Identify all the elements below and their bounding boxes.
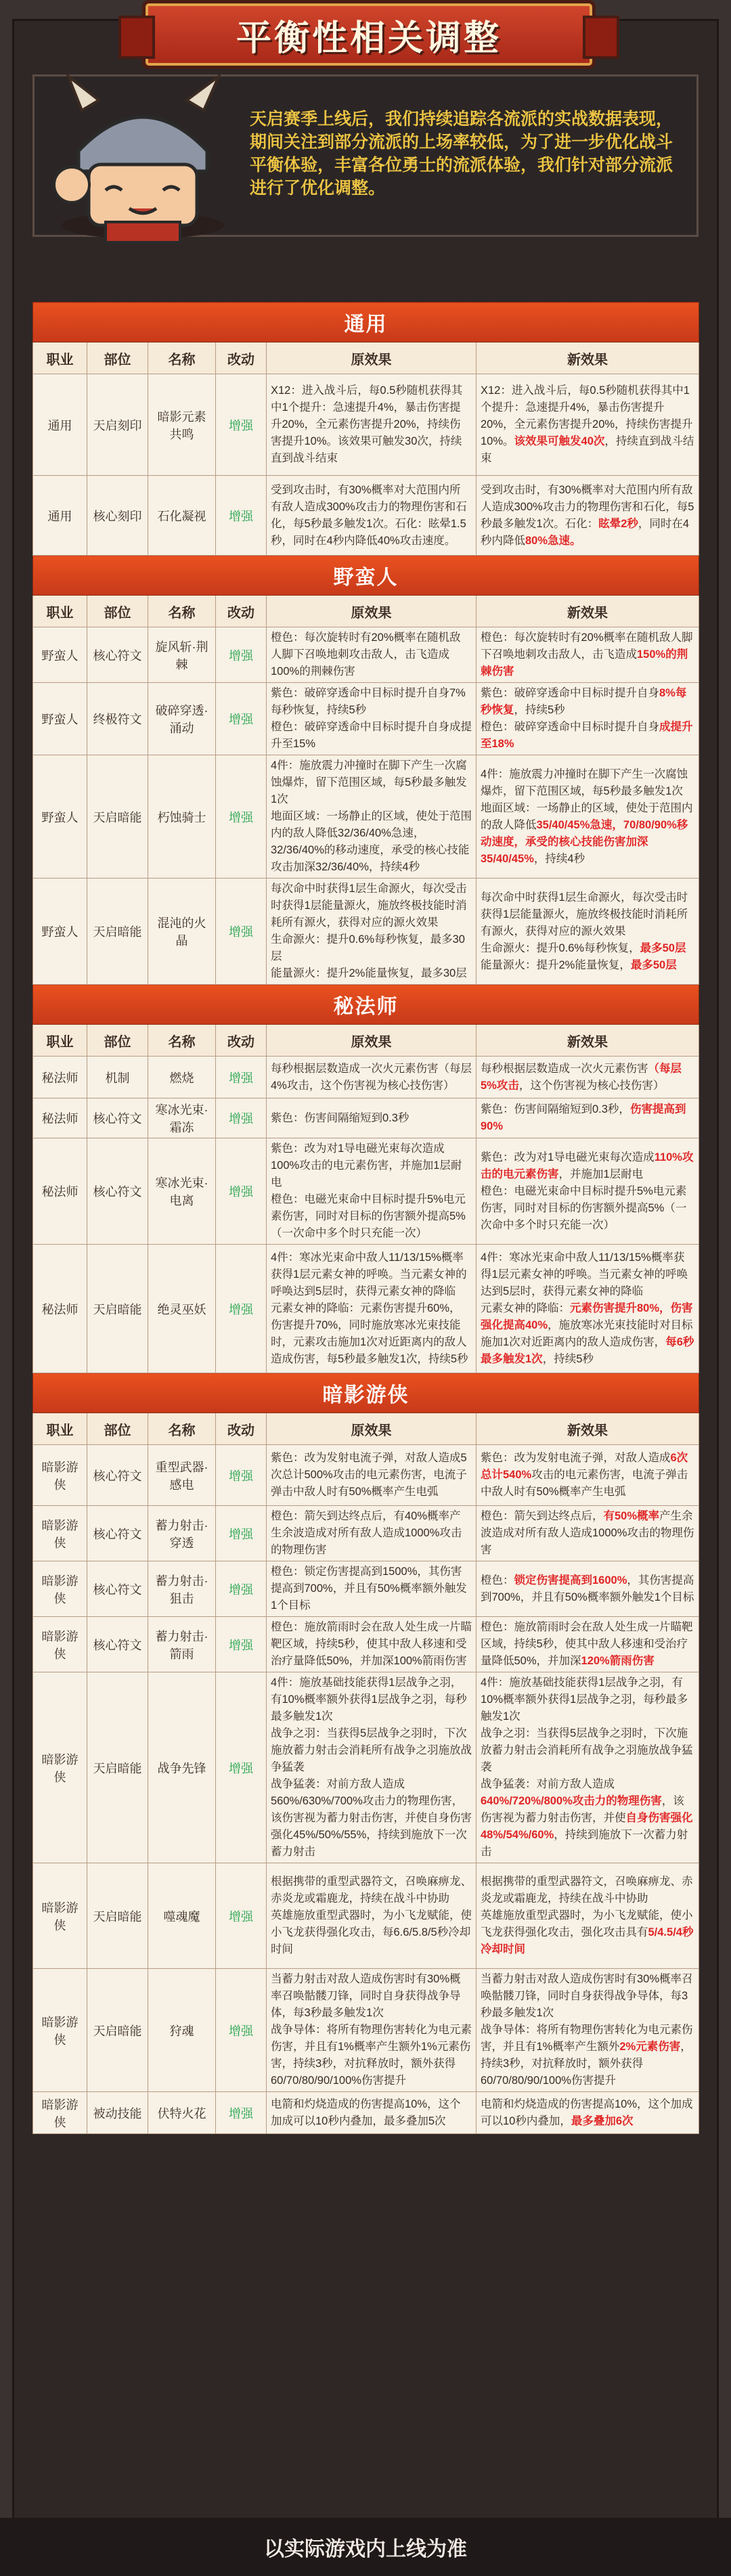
cell-name: 混沌的火晶 — [148, 879, 216, 985]
cell-old-effect — [267, 374, 477, 476]
column-header-part: 部位 — [87, 1413, 148, 1445]
effect-text: 电箭和灼烧造成的伤害提高10%，这个加成可以10秒内叠加，最多叠加5次 — [271, 2097, 461, 2127]
new-effect-highlight: 每6秒最多触发1次 — [481, 1336, 694, 1365]
cell-old-effect — [267, 1138, 477, 1245]
cell-change: 增强 — [216, 683, 267, 755]
cell-new-effect — [477, 1445, 699, 1506]
new-effect-highlight: 该效果可触发40次 — [514, 435, 605, 447]
column-header-row — [33, 342, 699, 374]
effect-text: 橙色：箭矢到达终点后，有40%概率产生余波造成对所有敌人造成1000%攻击的物理伤害 — [271, 1510, 462, 1556]
cell-old-effect — [267, 683, 477, 755]
column-header-job: 职业 — [33, 1025, 87, 1057]
cell-change: 增强 — [216, 1506, 267, 1561]
effect-text: 根据携带的重型武器符文，召唤麻痹龙、赤炎龙或霜鹿龙，持续在战斗中协助 英雄施放重型武器时，为小飞龙赋能，使小飞龙获得强化攻击，强化攻击具有 — [481, 1875, 693, 1938]
cell-job: 暗影游侠 — [33, 2092, 87, 2134]
cell-part: 核心符文 — [87, 1617, 148, 1672]
table-row — [33, 879, 699, 985]
cell-job: 野蛮人 — [33, 627, 87, 683]
new-effect-highlight: 120%箭雨伤害 — [581, 1655, 655, 1667]
new-effect-highlight: 6次总计540% — [481, 1452, 688, 1481]
cell-new-effect — [477, 1617, 699, 1672]
cell-change: 增强 — [216, 1969, 267, 2092]
effect-text: 橙色： — [481, 1574, 514, 1586]
cell-new-effect — [477, 1506, 699, 1561]
cell-part: 天启暗能 — [87, 879, 148, 985]
cell-new-effect — [477, 374, 699, 476]
cell-old-effect — [267, 1445, 477, 1506]
table-row — [33, 1098, 699, 1138]
column-header-new: 新效果 — [477, 596, 699, 627]
effect-text: 4件：施放基础技能获得1层战争之羽，有10%概率额外获得1层战争之羽，每秒最多触发1次 战争之羽：当获得5层战争之羽时，下次施放蓄力射击会消耗所有战争之羽施放战争猛袭 战争猛袭：对前方敌人造成 — [481, 1676, 693, 1790]
cell-old-effect — [267, 627, 477, 683]
cell-name: 重型武器·感电 — [148, 1445, 216, 1506]
effect-text: ，这个伤害视为核心技伤害） — [518, 1079, 665, 1092]
column-header-new: 新效果 — [477, 342, 699, 374]
effect-text: ，持续到施放下一次蓄力射击 — [481, 1829, 688, 1858]
cell-job: 暗影游侠 — [33, 1672, 87, 1863]
page-title: 平衡性相关调整 — [236, 18, 502, 58]
new-effect-highlight: 自身伤害强化48%/54%/60% — [481, 1812, 693, 1841]
cell-change: 增强 — [216, 1445, 267, 1506]
cell-old-effect — [267, 1561, 477, 1617]
cell-change: 增强 — [216, 1561, 267, 1617]
table-row — [33, 476, 699, 556]
new-effect-highlight: 35/40/45%急速，70/80/90%移动速度，承受的核心技能伤害加深35/40/45% — [481, 818, 688, 865]
title-banner — [142, 0, 596, 69]
column-header-job: 职业 — [33, 342, 87, 374]
cell-part: 机制 — [87, 1057, 148, 1098]
cell-new-effect — [477, 683, 699, 755]
cell-job: 暗影游侠 — [33, 1561, 87, 1617]
cell-name: 噬魂魔 — [148, 1863, 216, 1969]
effect-text: ，同时在4秒内降低 — [481, 517, 690, 547]
column-header-row — [33, 596, 699, 627]
new-effect-highlight: （每层5%攻击 — [481, 1062, 682, 1092]
table-row — [33, 1138, 699, 1245]
effect-text: 橙色：箭矢到达终点后， — [481, 1510, 604, 1522]
cell-part: 终极符文 — [87, 683, 148, 755]
effect-text: 紫色：改为发射电流子弹，对敌人造成5次总计500%攻击的电元素伤害，电流子弹击中敌人时有50%概率产生电弧 — [271, 1452, 467, 1498]
column-header-name: 名称 — [148, 342, 216, 374]
cell-new-effect — [477, 1138, 699, 1245]
column-header-job: 职业 — [33, 596, 87, 627]
cell-change: 增强 — [216, 879, 267, 985]
new-effect-highlight: 伤害提高到90% — [481, 1103, 686, 1132]
cell-job: 暗影游侠 — [33, 1506, 87, 1561]
table-row — [33, 1617, 699, 1672]
cell-name: 蓄力射击·穿透 — [148, 1506, 216, 1561]
section-header — [33, 303, 699, 342]
cell-change: 增强 — [216, 1863, 267, 1969]
column-header-row — [33, 1413, 699, 1445]
cell-job: 野蛮人 — [33, 683, 87, 755]
effect-text: ，持续3秒，对抗释放时，额外获得60/70/80/90/100%伤害提升 — [481, 2041, 692, 2087]
cell-change: 增强 — [216, 2092, 267, 2134]
cell-name: 旋风斩·荆棘 — [148, 627, 216, 683]
cell-change: 增强 — [216, 1245, 267, 1373]
effect-text: 紫色：伤害间隔缩短到0.3秒 — [271, 1111, 409, 1124]
cell-old-effect — [267, 1617, 477, 1672]
cell-change: 增强 — [216, 627, 267, 683]
cell-new-effect — [477, 1969, 699, 2092]
effect-text: 4件：施放震力冲撞时在脚下产生一次腐蚀爆炸，留下范围区域，每5秒最多触发1次 地面区域：一场静止的区域，使处于范围内的敌人降低32/36/40%急速，32/36/40%的移动速度，承受的核心技能攻击加深32/36/40%，持续4秒 — [271, 759, 472, 873]
table-row — [33, 1245, 699, 1373]
cell-job: 通用 — [33, 374, 87, 476]
effect-text: 紫色：改为对1导电磁光束每次造成100%攻击的电元素伤害，并施加1层耐电 橙色：电磁光束命中目标时提升5%电元素伤害，同时对目标的伤害额外提高5%（一次命中多个时只充能一次） — [271, 1142, 466, 1239]
effect-text: ，该伤害视为蓄力射击伤害，并使 — [481, 1795, 684, 1824]
column-header-change: 改动 — [216, 1413, 267, 1445]
effect-text: 每次命中时获得1层生命源火，每次受击时获得1层能量源火，施放终极技能时消耗所有源火，获得对应的源火效果 生命源火：提升0.6%每秒恢复， — [481, 891, 688, 954]
cell-name: 蓄力射击·箭雨 — [148, 1617, 216, 1672]
cell-part: 核心符文 — [87, 1138, 148, 1245]
cell-new-effect — [477, 1057, 699, 1098]
effect-text: 4件：施放基础技能获得1层战争之羽，有10%概率额外获得1层战争之羽，每秒最多触发1次 战争之羽：当获得5层战争之羽时，下次施放蓄力射击会消耗所有战争之羽施放战争猛袭 战争猛袭：对前方敌人造成560%/630%/700%攻击力的物理伤害，该伤害视为蓄力射击伤害，并使自身伤害强化45%/50%/55%，持续到施放下一次蓄力射击 — [271, 1676, 472, 1858]
cell-name: 寒冰光束·电离 — [148, 1138, 216, 1245]
effect-text: 4件：施放震力冲撞时在脚下产生一次腐蚀爆炸，留下范围区域，每5秒最多触发1次 地面区域：一场静止的区域，使处于范围内的敌人降低 — [481, 768, 693, 831]
table-row — [33, 683, 699, 755]
cell-change: 增强 — [216, 1057, 267, 1098]
intro-panel — [32, 74, 699, 237]
new-effect-highlight: 成提升至18% — [481, 721, 693, 750]
cell-job: 野蛮人 — [33, 755, 87, 879]
cell-new-effect — [477, 627, 699, 683]
table-row — [33, 1969, 699, 2092]
cell-part: 核心符文 — [87, 1506, 148, 1561]
knight-mascot-image — [41, 70, 251, 246]
new-effect-highlight: 80%急速。 — [525, 534, 581, 547]
cell-part: 被动技能 — [87, 2092, 148, 2134]
footer-note: 以实际游戏内上线为准 — [0, 2518, 731, 2576]
cell-name: 石化凝视 — [148, 476, 216, 556]
cell-old-effect — [267, 879, 477, 985]
new-effect-highlight: 110%攻击的电元素伤害 — [481, 1151, 694, 1180]
effect-text: ，施放寒冰光束技能时对目标施加1次对近距离内的敌人造成伤害， — [481, 1319, 693, 1348]
table-row — [33, 627, 699, 683]
cell-new-effect — [477, 879, 699, 985]
effect-text: 橙色：锁定伤害提高到1500%，其伤害提高到700%，并且有50%概率额外触发1个目标 — [271, 1565, 467, 1612]
cell-job: 通用 — [33, 476, 87, 556]
effect-text: 每次命中时获得1层生命源火，每次受击时获得1层能量源火，施放终极技能时消耗所有源火，获得对应的源火效果 生命源火：提升0.6%每秒恢复，最多30层 能量源火：提升2%能量恢复，最多30层 — [271, 883, 467, 979]
column-header-part: 部位 — [87, 1025, 148, 1057]
cell-old-effect — [267, 2092, 477, 2134]
new-effect-highlight: 最多50层 — [640, 941, 686, 954]
cell-old-effect — [267, 476, 477, 556]
cell-old-effect — [267, 1098, 477, 1138]
effect-text: 4件：寒冰光束命中敌人11/13/15%概率获得1层元素女神的呼唤。当元素女神的呼唤达到5层时，获得元素女神的降临 元素女神的降临：元素伤害提升60%，伤害提升70%，同时施放寒冰光束技能时，元素攻击施加1次对近距离内的敌人造成伤害，每5秒最多触发1次，持续5秒 — [271, 1251, 468, 1365]
cell-old-effect — [267, 755, 477, 879]
effect-text: 橙色：每次旋转时有20%概率在随机敌人脚下召唤地刺攻击敌人，击飞造成100%的荆棘伤害 — [271, 631, 461, 678]
cell-name: 燃烧 — [148, 1057, 216, 1098]
cell-part: 核心符文 — [87, 1561, 148, 1617]
table-row — [33, 755, 699, 879]
table-row — [33, 1561, 699, 1617]
cell-new-effect — [477, 1672, 699, 1863]
column-header-name: 名称 — [148, 1025, 216, 1057]
section-title: 野蛮人 — [33, 556, 699, 596]
cell-name: 蓄力射击·狙击 — [148, 1561, 216, 1617]
table-row — [33, 1445, 699, 1506]
cell-part: 天启暗能 — [87, 1863, 148, 1969]
effect-text: X12：进入战斗后，每0.5秒随机获得其中1个提升：急速提升4%，暴击伤害提升20%，全元素伤害提升20%，持续伤害提升10%。该效果可触发30次，持续直到战斗结束 — [271, 384, 463, 464]
cell-old-effect — [267, 1863, 477, 1969]
cell-name: 狩魂 — [148, 1969, 216, 2092]
new-effect-highlight: 5/4.5/4秒冷却时间 — [481, 1926, 694, 1955]
cell-part: 天启暗能 — [87, 755, 148, 879]
effect-text: 紫色：改为对1导电磁光束每次造成 — [481, 1151, 655, 1163]
table-row — [33, 1672, 699, 1863]
effect-text: 当蓄力射击对敌人造成伤害时有30%概率召唤骷髅刀锋，同时自身获得战争导体，每3秒最多触发1次 战争导体：将所有物理伤害转化为电元素伤害，并且有1%概率产生额外1%元素伤害，持续3秒，对抗释放时，额外获得60/70/80/90/100%伤害提升 — [271, 1973, 472, 2087]
new-effect-highlight: 元素伤害提升80%，伤害强化提高40% — [481, 1302, 693, 1331]
new-effect-highlight: 有50%概率 — [603, 1510, 660, 1522]
cell-change: 增强 — [216, 755, 267, 879]
effect-text: 橙色：每次旋转时有20%概率在随机敌人脚下召唤地刺攻击敌人，击飞造成 — [481, 631, 693, 661]
cell-old-effect — [267, 1245, 477, 1373]
cell-change: 增强 — [216, 1138, 267, 1245]
effect-text: 每秒根据层数造成一次火元素伤害（每层4%攻击，这个伤害视为核心技伤害） — [271, 1062, 472, 1092]
cell-new-effect — [477, 1561, 699, 1617]
column-header-row — [33, 1025, 699, 1057]
effect-text: 紫色：改为发射电流子弹，对敌人造成 — [481, 1452, 671, 1464]
effect-text: ，其伤害提高到700%，并且有50%概率额外触发1个目标 — [481, 1574, 694, 1603]
effect-text: ，持续4秒 — [533, 852, 585, 865]
column-header-new: 新效果 — [477, 1413, 699, 1445]
cell-change: 增强 — [216, 374, 267, 476]
cell-job: 秘法师 — [33, 1245, 87, 1373]
column-header-part: 部位 — [87, 596, 148, 627]
table-row — [33, 1506, 699, 1561]
cell-job: 秘法师 — [33, 1138, 87, 1245]
cell-part: 核心符文 — [87, 1445, 148, 1506]
effect-text: 橙色：施放箭雨时会在敌人处生成一片瞄靶区域，持续5秒，使其中敌人移速和受治疗量降低50%，并加深100%箭雨伤害 — [271, 1621, 472, 1667]
cell-name: 暗影元素共鸣 — [148, 374, 216, 476]
effect-text: 4件：寒冰光束命中敌人11/13/15%概率获得1层元素女神的呼唤。当元素女神的呼唤达到5层时，获得元素女神的降临 元素女神的降临： — [481, 1251, 688, 1314]
cell-part: 天启暗能 — [87, 1245, 148, 1373]
cell-job: 秘法师 — [33, 1057, 87, 1098]
cell-old-effect — [267, 1672, 477, 1863]
cell-change: 增强 — [216, 1098, 267, 1138]
new-effect-highlight: 锁定伤害提高到1600% — [514, 1574, 627, 1586]
new-effect-highlight: 最多叠加6次 — [571, 2114, 634, 2127]
new-effect-highlight: 640%/720%/800%攻击力的物理伤害 — [481, 1795, 662, 1807]
cell-part: 核心符文 — [87, 1098, 148, 1138]
table-row — [33, 1863, 699, 1969]
cell-job: 野蛮人 — [33, 879, 87, 985]
cell-part: 天启暗能 — [87, 1672, 148, 1863]
balance-table — [32, 302, 699, 2134]
column-header-name: 名称 — [148, 1413, 216, 1445]
section-header — [33, 556, 699, 596]
change-table — [32, 302, 699, 2134]
intro-text: 天启赛季上线后，我们持续追踪各流派的实战数据表现，期间关注到部分流派的上场率较低，为了进一步优化战斗平衡体验，丰富各位勇士的流派体验，我们针对部分流派进行了优化调整。 — [250, 110, 673, 198]
effect-text: ，并施加1层耐电 橙色：电磁光束命中目标时提升5%电元素伤害，同时对目标的伤害额外提高5%（一次命中多个时只充能一次） — [481, 1168, 687, 1231]
cell-part: 核心符文 — [87, 627, 148, 683]
table-row — [33, 2092, 699, 2134]
effect-text: 紫色：伤害间隔缩短到0.3秒， — [481, 1103, 630, 1115]
effect-text: 橙色：施放箭雨时会在敌人处生成一片瞄靶区域，持续5秒，使其中敌人移速和受治疗量降低50%，并加深 — [481, 1621, 693, 1667]
new-effect-highlight: 8%每秒恢复 — [481, 687, 687, 716]
cell-old-effect — [267, 1506, 477, 1561]
effect-text: 每秒根据层数造成一次火元素伤害 — [481, 1062, 648, 1075]
column-header-old: 原效果 — [267, 1413, 477, 1445]
cell-new-effect — [477, 1863, 699, 1969]
section-header — [33, 985, 699, 1025]
new-effect-highlight: 眩晕2秒 — [598, 517, 638, 530]
column-header-part: 部位 — [87, 342, 148, 374]
effect-text: 当蓄力射击对敌人造成伤害时有30%概率召唤骷髅刀锋，同时自身获得战争导体，每3秒最多触发1次 战争导体：将所有物理伤害转化为电元素伤害，并且有1%概率产生额外 — [481, 1973, 693, 2053]
cell-name: 朽蚀骑士 — [148, 755, 216, 879]
effect-text: 产生余波造成对所有敌人造成1000%攻击的物理伤害 — [481, 1510, 694, 1556]
column-header-job: 职业 — [33, 1413, 87, 1445]
effect-text: 紫色：破碎穿透命中目标时提升自身 — [481, 687, 659, 699]
cell-part: 核心刻印 — [87, 476, 148, 556]
cell-new-effect — [477, 476, 699, 556]
cell-change: 增强 — [216, 1617, 267, 1672]
section-title: 暗影游侠 — [33, 1373, 699, 1413]
effect-text: 受到攻击时，有30%概率对大范围内所有敌人造成300%攻击力的物理伤害和石化，每5秒最多触发1次。石化： — [481, 483, 694, 530]
cell-new-effect — [477, 2092, 699, 2134]
new-effect-highlight: 2%元素伤害 — [619, 2041, 681, 2053]
cell-new-effect — [477, 755, 699, 879]
cell-name: 绝灵巫妖 — [148, 1245, 216, 1373]
effect-text: ，持续5秒 — [542, 1353, 594, 1365]
effect-text: 紫色：破碎穿透命中目标时提升自身7%每秒恢复，持续5秒 橙色：破碎穿透命中目标时提升自身成提升至15% — [271, 687, 472, 750]
column-header-old: 原效果 — [267, 596, 477, 627]
column-header-name: 名称 — [148, 596, 216, 627]
cell-new-effect — [477, 1098, 699, 1138]
cell-new-effect — [477, 1245, 699, 1373]
new-effect-highlight: 最多50层 — [630, 958, 677, 971]
section-title: 秘法师 — [33, 985, 699, 1025]
effect-text: 受到攻击时，有30%概率对大范围内所有敌人造成300%攻击力的物理伤害和石化，每5秒最多触发1次。石化：眩晕1.5秒，同时在4秒内降低40%攻击速度。 — [271, 483, 467, 547]
effect-text: 根据携带的重型武器符文，召唤麻痹龙、赤炎龙或霜鹿龙，持续在战斗中协助 英雄施放重型武器时，为小飞龙赋能，使小飞龙获得强化攻击，每6.6/5.8/5秒冷却时间 — [271, 1875, 472, 1955]
cell-job: 暗影游侠 — [33, 1969, 87, 2092]
table-row — [33, 1057, 699, 1098]
cell-part: 天启暗能 — [87, 1969, 148, 2092]
cell-name: 战争先锋 — [148, 1672, 216, 1863]
effect-text: ，持续直到战斗结束 — [481, 435, 694, 464]
column-header-old: 原效果 — [267, 342, 477, 374]
cell-job: 暗影游侠 — [33, 1863, 87, 1969]
cell-job: 暗影游侠 — [33, 1445, 87, 1506]
cell-name: 寒冰光束·霜冻 — [148, 1098, 216, 1138]
column-header-change: 改动 — [216, 342, 267, 374]
cell-old-effect — [267, 1969, 477, 2092]
column-header-change: 改动 — [216, 596, 267, 627]
column-header-new: 新效果 — [477, 1025, 699, 1057]
cell-name: 伏特火花 — [148, 2092, 216, 2134]
cell-old-effect — [267, 1057, 477, 1098]
column-header-old: 原效果 — [267, 1025, 477, 1057]
cell-change: 增强 — [216, 476, 267, 556]
section-title: 通用 — [33, 303, 699, 342]
column-header-change: 改动 — [216, 1025, 267, 1057]
effect-text: 能量源火：提升2%能量恢复， — [481, 958, 631, 971]
cell-job: 暗影游侠 — [33, 1617, 87, 1672]
new-effect-highlight: 150%的荆棘伤害 — [481, 648, 688, 678]
effect-text: X12：进入战斗后，每0.5秒随机获得其中1个提升：急速提升4%，暴击伤害提升20%，全元素伤害提升20%，持续伤害提升10%。 — [481, 384, 693, 447]
section-header — [33, 1373, 699, 1413]
effect-text: 电箭和灼烧造成的伤害提高10%，这个加成可以10秒内叠加， — [481, 2097, 693, 2127]
table-row — [33, 374, 699, 476]
cell-job: 秘法师 — [33, 1098, 87, 1138]
effect-text: ，持续5秒 橙色：破碎穿透命中目标时提升自身 — [481, 704, 659, 733]
effect-text: 攻击的电元素伤害，电流子弹击中敌人时有50%概率产生电弧 — [481, 1469, 688, 1498]
cell-part: 天启刻印 — [87, 374, 148, 476]
cell-name: 破碎穿透·涌动 — [148, 683, 216, 755]
cell-change: 增强 — [216, 1672, 267, 1863]
